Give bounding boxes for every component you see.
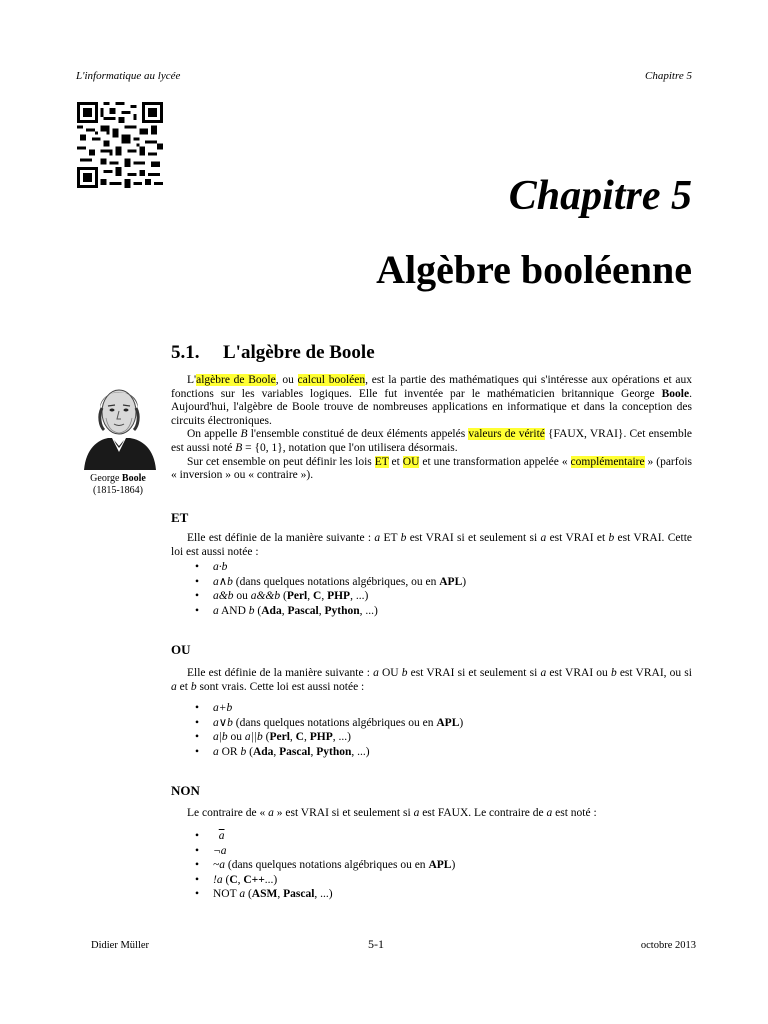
list-item: • a∨b (dans quelques notations algébriques ou en APL) [213, 716, 463, 731]
section-heading [171, 342, 375, 364]
list-item: • NOT a (ASM, Pascal, ...) [213, 887, 455, 902]
intro-paragraph-1: L'algèbre de Boole, ou calcul booléen, est la partie des mathématiques qui s'intéresse aux opérations et aux fonctions sur les variables logiques. Elle fut inventée par le mathématicien britannique George Boole. Aujourd'hui, l'algèbre de Boole trouve de nombreuses applications en informatique et dans la conception des circuits électroniques. [171, 374, 693, 427]
list-item: • a·b [213, 560, 466, 575]
heading-ou: OU [171, 642, 191, 657]
portrait-caption [72, 473, 164, 497]
portrait-dates: (1815-1864) [93, 485, 143, 496]
list-item: • $\overline{a}$ [213, 829, 455, 844]
intro-paragraph-3: Sur cet ensemble on peut définir les lois ET et OU et une transformation appelée « complémentaire » (parfois « inversion » ou « contraire »). [171, 455, 693, 482]
list-item: • ¬a [213, 844, 455, 859]
intro-paragraph-2: On appelle B l'ensemble constitué de deux éléments appelés valeurs de vérité {FAUX, VRAI}. Cet ensemble est aussi noté B = {0, 1}, notation que l'on utilisera désormais. [171, 428, 693, 454]
highlight-term: valeurs de vérité [468, 428, 545, 441]
chapter-number: Chapitre 5 [508, 173, 692, 219]
portrait-name: George Boole [90, 473, 146, 484]
section-number: 5.1. [171, 342, 200, 363]
list-item: • a AND b (Ada, Pascal, Python, ...) [213, 604, 466, 619]
page-number: 5-1 [368, 937, 384, 951]
non-description: Le contraire de « a » est VRAI si et seulement si a est FAUX. Le contraire de a est noté : [187, 807, 597, 819]
highlight-term: algèbre de Boole [196, 374, 276, 386]
list-item: • a&b ou a&&b (Perl, C, PHP, ...) [213, 589, 466, 604]
list-item: • a|b ou a||b (Perl, C, PHP, ...) [213, 730, 463, 745]
list-item: • ~a (dans quelques notations algébriques ou en APL) [213, 858, 455, 873]
section-title: L'algèbre de Boole [223, 342, 375, 363]
non-notation-list [213, 829, 455, 902]
qr-code [75, 102, 165, 188]
ou-description: Elle est définie de la manière suivante : a OU b est VRAI si et seulement si a est VRAI ou b est VRAI, ou si a et b sont vrais. Cette loi est aussi notée : [171, 667, 692, 693]
running-header-right: Chapitre 5 [645, 70, 692, 82]
et-notation-list [213, 560, 466, 618]
george-boole-portrait [78, 378, 160, 470]
highlight-term: ET [374, 455, 389, 468]
heading-et: ET [171, 510, 189, 525]
list-item: • a∧b (dans quelques notations algébriques, ou en APL) [213, 575, 466, 590]
et-description: Elle est définie de la manière suivante : a ET b est VRAI si et seulement si a est VRAI et b est VRAI. Cette loi est aussi notée : [171, 532, 692, 558]
ou-notation-list [213, 701, 463, 759]
list-item: • !a (C, C++...) [213, 873, 455, 888]
footer-author: Didier Müller [91, 940, 150, 951]
highlight-term: complémentaire [570, 455, 645, 468]
footer-date: octobre 2013 [640, 940, 696, 951]
chapter-title: Algèbre booléenne [376, 247, 692, 292]
highlight-term: calcul booléen [297, 374, 366, 386]
highlight-term: OU [402, 455, 420, 468]
running-header-left: L'informatique au lycée [76, 70, 181, 82]
list-item: • a+b [213, 701, 463, 716]
list-item: • a OR b (Ada, Pascal, Python, ...) [213, 745, 463, 760]
heading-non: NON [171, 783, 200, 798]
intro-text [171, 374, 692, 483]
